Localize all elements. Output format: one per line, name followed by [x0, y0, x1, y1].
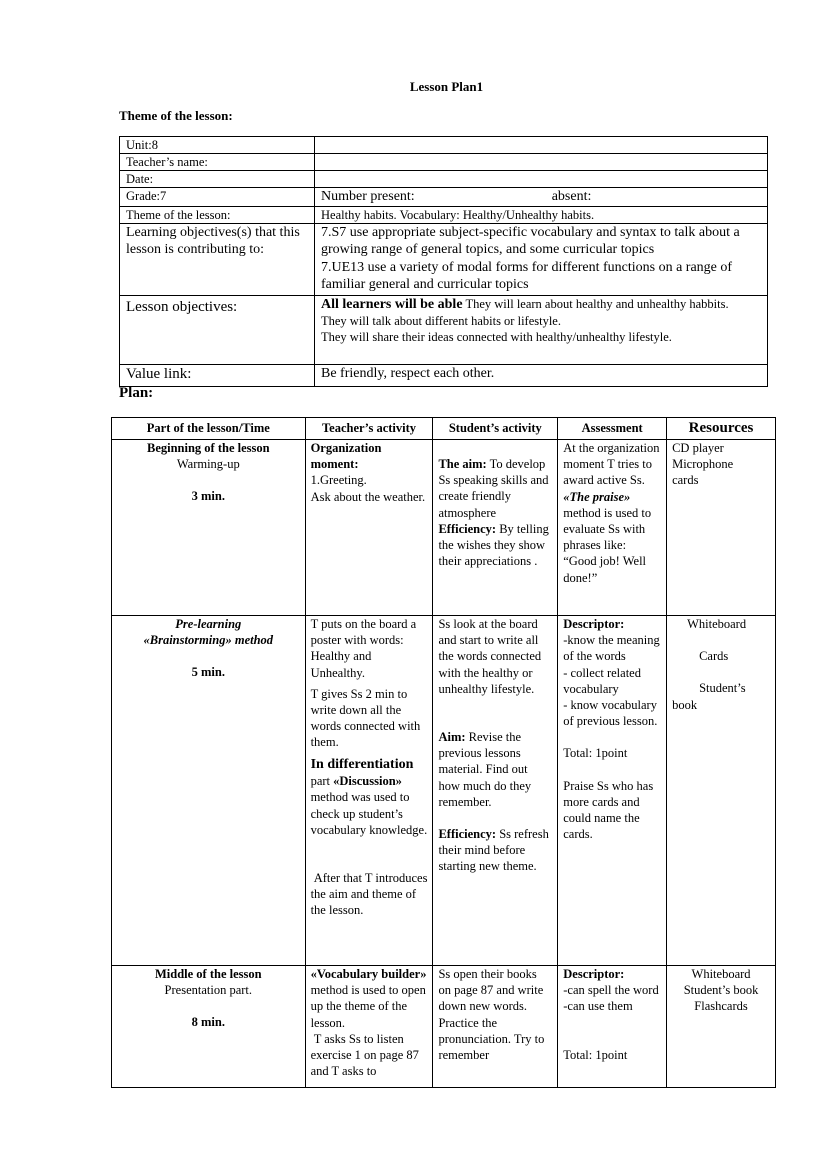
resources-cell — [667, 440, 776, 616]
student-line: Ss open their books on page 87 and write down new words. Practice the pronunciation. Try to remember — [438, 967, 545, 1063]
resource-item: Student’s book — [683, 983, 759, 998]
resource-item: cards — [672, 473, 699, 488]
lesson-objective-1: They will learn about healthy and unhealthy habbits. — [462, 296, 729, 311]
attendance-cell — [315, 188, 768, 207]
assessment-cell — [558, 616, 667, 966]
plan-table — [111, 417, 776, 1088]
vocabulary-builder-method: «Vocabulary builder» — [310, 967, 427, 981]
assessment-cell — [558, 440, 667, 616]
praise-text: Praise Ss who has more cards and could name the cards. — [563, 778, 654, 842]
page-title: Lesson Plan1 — [409, 79, 484, 94]
objective-2: 7.UE13 use a variety of modal forms for different functions on a range of familiar general and curricular topics — [321, 259, 733, 292]
part-title: Pre-learning — [175, 617, 242, 631]
plan-heading: Plan: — [119, 385, 154, 401]
objective-1: 7.S7 use appropriate subject-specific vocabulary and syntax to talk about a growing range of general topics, and some curricular topics — [321, 224, 740, 257]
efficiency-label: Efficiency: — [438, 521, 497, 536]
teacher-line: method is used to open up the theme of the lesson. — [310, 983, 426, 1030]
lesson-objective-3: They will share their ideas connected with healthy/unhealthy lifestyle. — [321, 330, 672, 344]
student-line: Ss look at the board and start to write all the words connected with the healthy or unhealthy lifestyle. — [438, 617, 542, 696]
learning-objectives-label: Learning objectives(s) that this lesson is contributing to: — [120, 223, 315, 295]
total-points: Total: 1point — [563, 1047, 628, 1062]
discussion-method: «Discussion» — [333, 774, 402, 789]
lesson-objectives-bold: All learners will be able — [321, 296, 463, 312]
teacher-line: After that T introduces the aim and theme of the lesson. — [310, 870, 431, 918]
part-cell — [112, 966, 306, 1088]
resource-item: Student’s book — [672, 681, 746, 712]
grade-label: Grade:7 — [120, 188, 315, 207]
descriptor-item: -can spell the word — [563, 983, 659, 998]
teacher-cell — [305, 440, 433, 616]
aim-label: The aim: — [438, 457, 487, 471]
teacher-line: Ask about the weather. — [310, 489, 426, 504]
descriptor-item: - know vocabulary of previous lesson. — [563, 698, 658, 729]
praise-method: «The praise» — [563, 489, 631, 504]
header-part: Part of the lesson/Time — [112, 418, 306, 440]
descriptor-label: Descriptor: — [563, 617, 625, 631]
theme-row-value: Healthy habits. Vocabulary: Healthy/Unhealthy habits. — [315, 206, 768, 223]
resource-item: CD player — [672, 441, 724, 455]
table-row — [112, 616, 776, 966]
resource-item: Whiteboard — [687, 617, 747, 631]
lesson-objectives-label: Lesson objectives: — [120, 295, 315, 364]
teacher-line: part — [310, 774, 334, 789]
aim-text: To develop Ss speaking skills and create friendly atmosphere — [438, 457, 549, 520]
assessment-cell — [558, 966, 667, 1088]
efficiency-label: Efficiency: — [438, 827, 497, 842]
aim-label: Aim: — [438, 730, 466, 745]
assessment-text: method is used to evaluate Ss with phrases like: “Good job! Well done!” — [563, 505, 652, 585]
part-method: «Brainstorming» method — [143, 633, 274, 648]
part-time: 3 min. — [191, 489, 225, 504]
efficiency-text: Ss refresh their mind before starting new theme. — [438, 827, 549, 874]
teacher-line: 1.Greeting. — [310, 473, 367, 488]
part-cell — [112, 440, 306, 616]
theme-heading: Theme of the lesson: — [119, 108, 233, 123]
teacher-cell — [305, 966, 433, 1088]
aim-text: Revise the previous lessons material. Find out how much do they remember. — [438, 730, 532, 809]
part-title: Beginning of the lesson — [146, 441, 270, 455]
unit-value — [315, 137, 768, 154]
teacher-label: Teacher’s name: — [120, 154, 315, 171]
teacher-line: T gives Ss 2 min to write down all the words connected with them. — [310, 686, 421, 750]
number-present-label: Number present: — [321, 189, 415, 204]
part-time: 5 min. — [191, 665, 225, 680]
resources-cell — [667, 966, 776, 1088]
date-value — [315, 171, 768, 188]
table-row — [112, 966, 776, 1088]
resource-item: Microphone — [672, 457, 734, 472]
value-link-label: Value link: — [120, 364, 315, 386]
resource-item: Cards — [699, 649, 729, 664]
student-cell — [433, 616, 558, 966]
assessment-text: At the organization moment T tries to award active Ss. — [563, 441, 660, 488]
teacher-line: method was used to check up student’s vocabulary knowledge. — [310, 790, 428, 837]
lesson-objective-2: They will talk about different habits or lifestyle. — [321, 314, 561, 328]
value-link-value: Be friendly, respect each other. — [315, 364, 768, 386]
learning-objectives-value — [315, 223, 768, 295]
total-points: Total: 1point — [563, 746, 628, 761]
header-resources: Resources — [667, 418, 776, 440]
unit-label: Unit:8 — [120, 137, 315, 154]
student-cell — [433, 440, 558, 616]
resource-item: Whiteboard — [691, 967, 751, 981]
lesson-objectives-value — [315, 295, 768, 364]
teacher-bold: Organization moment: — [310, 441, 382, 472]
descriptor-item: -can use them — [563, 999, 633, 1014]
header-teacher: Teacher’s activity — [305, 418, 433, 440]
differentiation-heading: In differentiation — [310, 756, 414, 772]
table-row — [112, 440, 776, 616]
info-table — [119, 136, 768, 387]
descriptor-item: -know the meaning of the words — [563, 633, 660, 664]
teacher-cell — [305, 616, 433, 966]
descriptor-item: - collect related vocabulary — [563, 665, 641, 696]
part-subtitle: Presentation part. — [164, 983, 253, 998]
teacher-value — [315, 154, 768, 171]
theme-row-label: Theme of the lesson: — [120, 206, 315, 223]
part-title: Middle of the lesson — [154, 967, 262, 981]
efficiency-text: By telling the wishes they show their appreciations . — [438, 521, 549, 569]
resource-item: Flashcards — [694, 999, 748, 1014]
part-subtitle: Warming-up — [176, 457, 240, 472]
part-cell — [112, 616, 306, 966]
teacher-line: T puts on the board a poster with words: Healthy and Unhealthy. — [310, 617, 417, 680]
part-time: 8 min. — [191, 1015, 225, 1030]
absent-label: absent: — [551, 189, 592, 204]
student-cell — [433, 966, 558, 1088]
date-label: Date: — [120, 171, 315, 188]
descriptor-label: Descriptor: — [563, 967, 625, 981]
header-student: Student’s activity — [433, 418, 558, 440]
teacher-line: T asks Ss to listen exercise 1 on page 87 and T asks to — [310, 1031, 422, 1079]
resources-cell — [667, 616, 776, 966]
header-assessment: Assessment — [558, 418, 667, 440]
